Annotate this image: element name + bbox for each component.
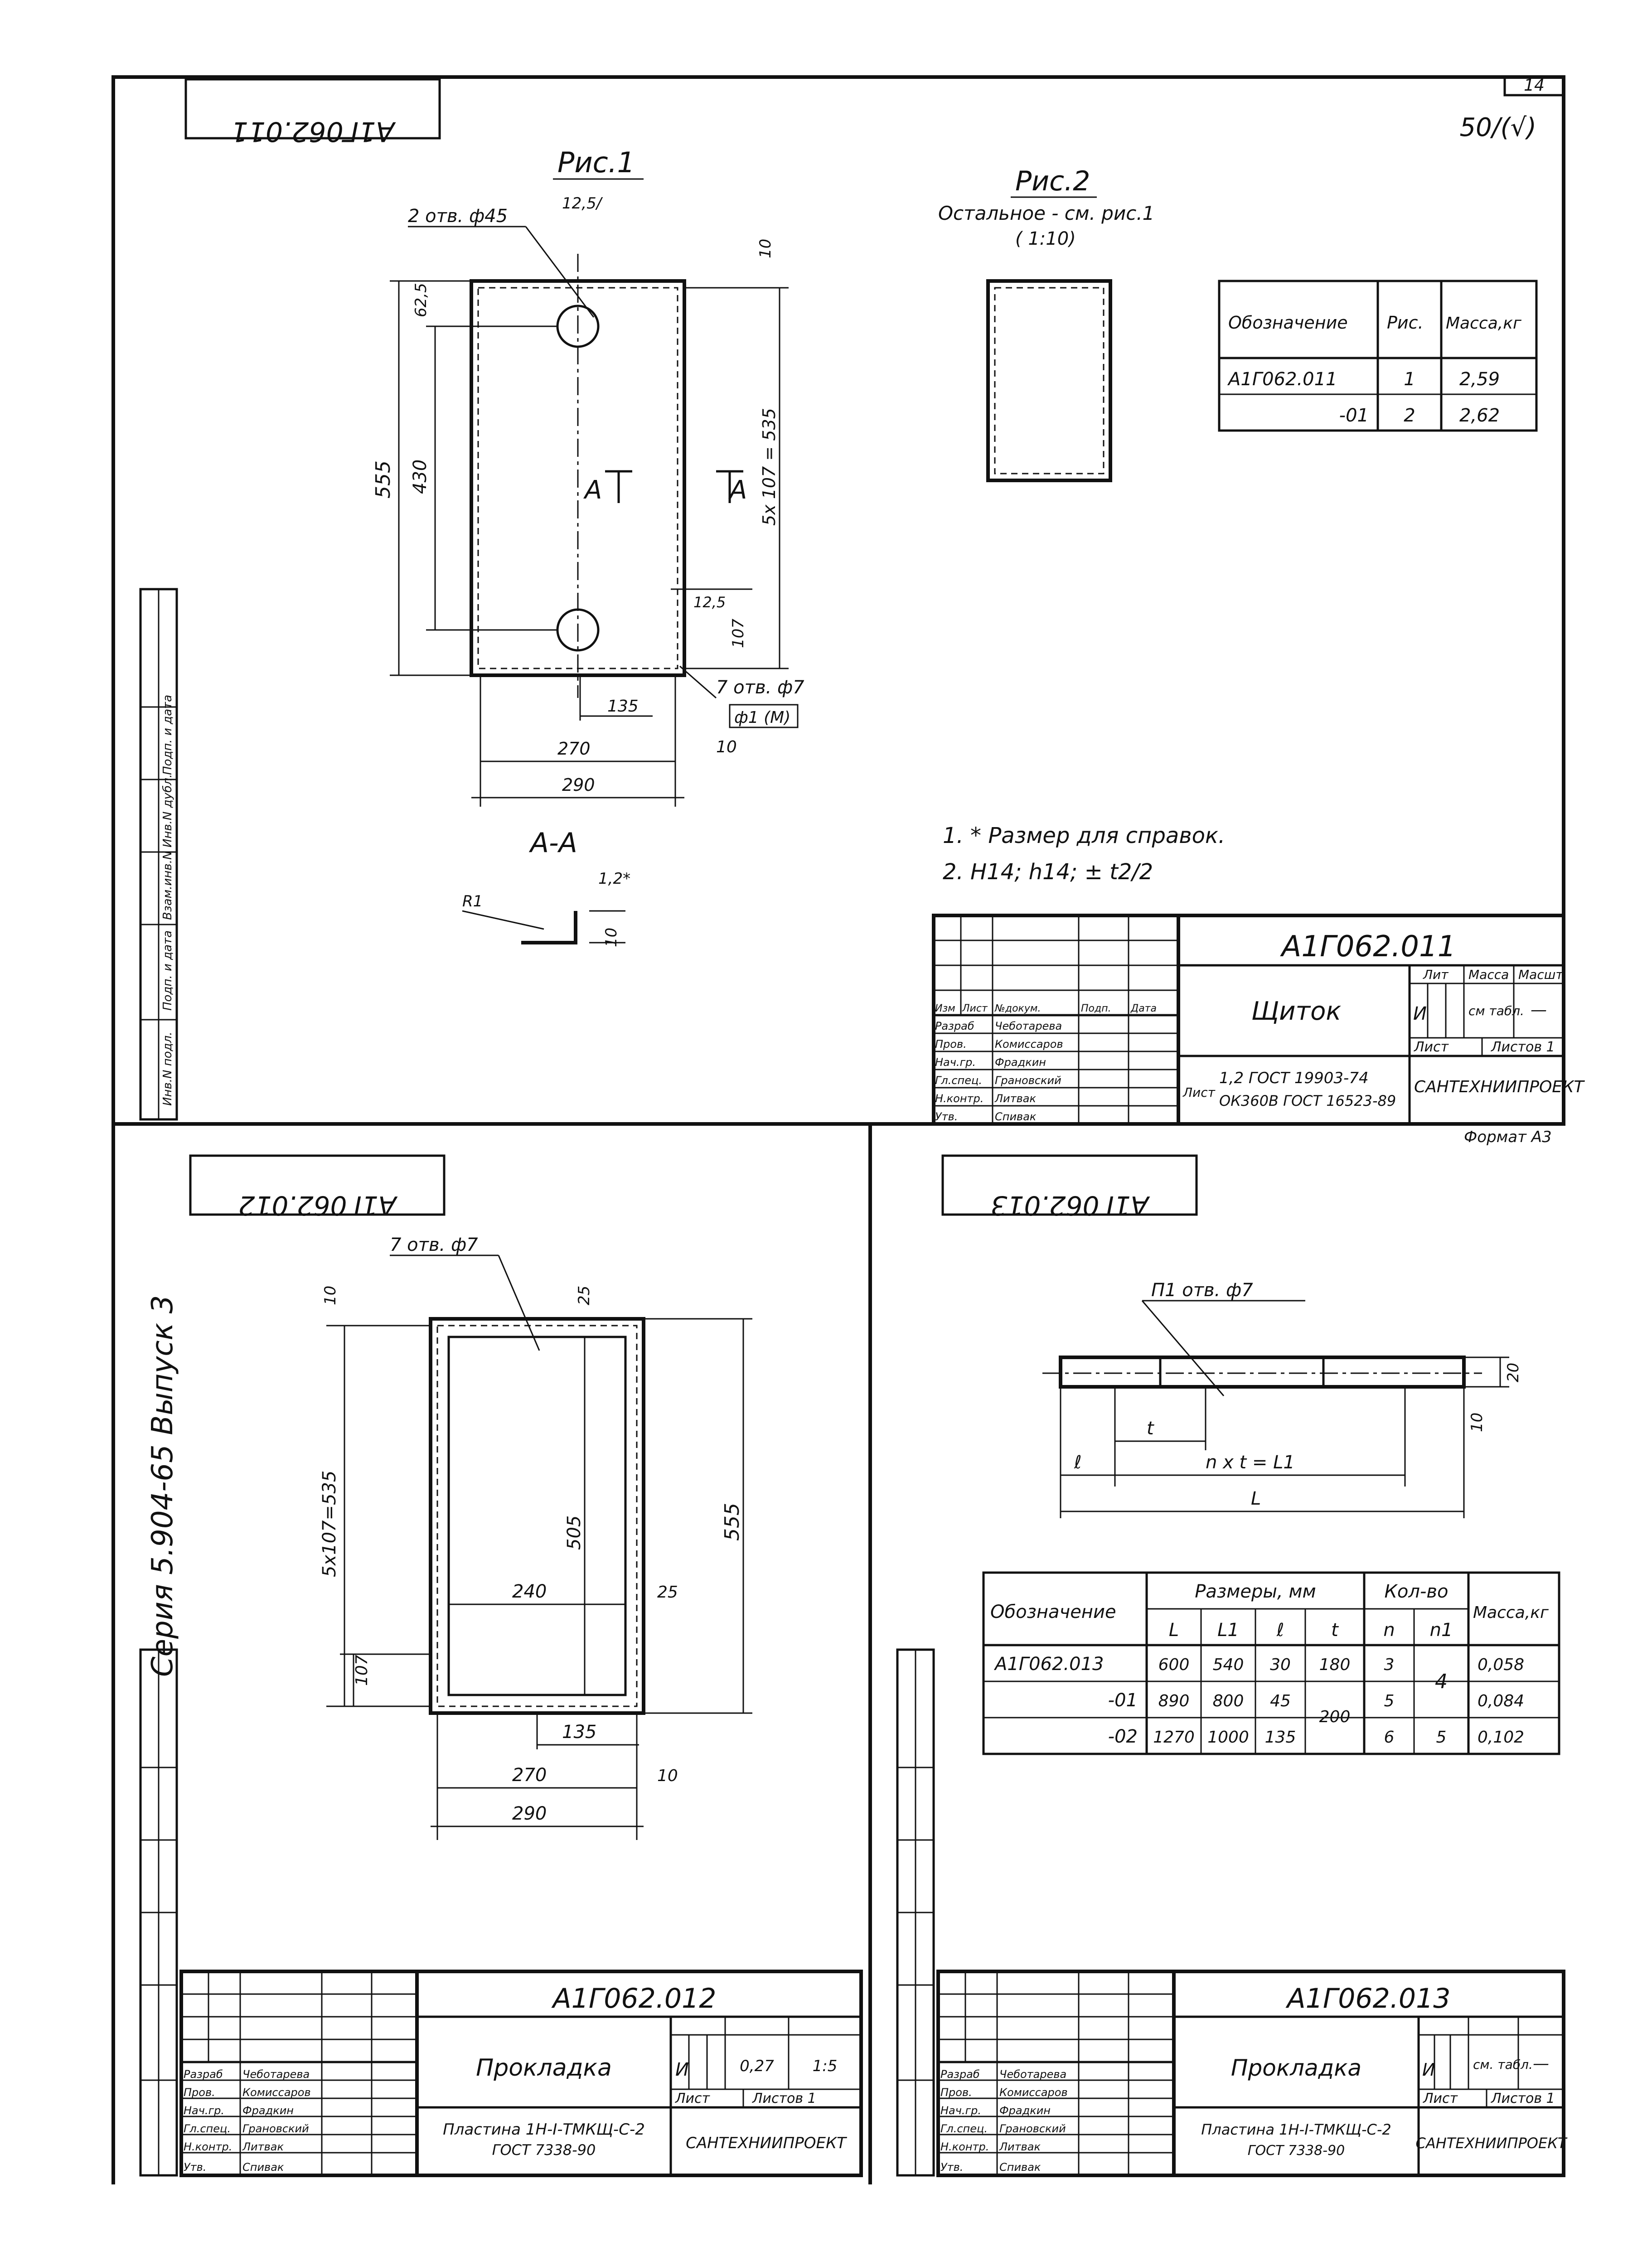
tb2-name-4: Литвак — [242, 2140, 284, 2153]
tolerance-frame: ф1 (М) — [734, 708, 791, 727]
s3-sub-n1: n1 — [1429, 1620, 1453, 1641]
tb1-h-date: Дата — [1131, 1003, 1157, 1014]
tb3-name-2: Фрадкин — [999, 2104, 1051, 2117]
dim-270: 270 — [557, 739, 591, 759]
side-stamp-bottom-left — [140, 1650, 177, 2175]
s3-r2-L: 1270 — [1153, 1728, 1195, 1747]
tb3-name: Прокладка — [1231, 2055, 1362, 2081]
s3-r0-L: 600 — [1158, 1656, 1190, 1674]
sheet-1 — [186, 79, 1585, 1146]
tb1-scale: — — [1531, 1001, 1547, 1019]
side-label-inv: Инв.N подл. — [161, 1031, 174, 1106]
sec-12: 1,2* — [598, 870, 631, 888]
side-stamp-top — [140, 589, 177, 1119]
mass-h-mass: Масса,кг — [1446, 314, 1521, 333]
tb2-name-0: Чеботарева — [242, 2068, 310, 2081]
s2-dim-10-right: 10 — [657, 1767, 678, 1785]
sec-r1: R1 — [462, 892, 483, 910]
side-label-podp: Подп. и дата — [161, 930, 174, 1011]
tb1-sheets: Листов 1 — [1491, 1039, 1555, 1055]
s3-size-table — [983, 1573, 1559, 1754]
tb1-material-1: 1,2 ГОСТ 19903-74 — [1219, 1069, 1369, 1087]
s2-dim-25-top: 25 — [575, 1285, 593, 1305]
tb2-name-5: Спивак — [242, 2161, 284, 2174]
fig2-scale: ( 1:10) — [1015, 228, 1076, 249]
s3-sub-L1: L1 — [1217, 1620, 1239, 1641]
tb1-material-prefix: Лист — [1183, 1085, 1215, 1100]
s3-h-mass: Масса,кг — [1473, 1603, 1549, 1622]
tb1-sheet: Лист — [1414, 1039, 1449, 1055]
s3-r0-t: 180 — [1319, 1656, 1351, 1674]
mass-r2-designation: -01 — [1339, 405, 1369, 426]
sheet3-title-block — [938, 1971, 1568, 2175]
fig1-rough: 12,5/ — [562, 194, 602, 213]
s3-r0-n: 3 — [1384, 1656, 1395, 1674]
sheet1-title-block — [934, 915, 1585, 1124]
tb3-role-3: Гл.спец. — [940, 2122, 988, 2135]
tb2-material-2: ГОСТ 7338-90 — [492, 2141, 596, 2159]
mass-table — [1219, 281, 1536, 431]
section-mark-a-right: А — [730, 475, 747, 505]
tb3-sheets: Листов 1 — [1491, 2091, 1555, 2106]
sheet3-stamp-code: А1Г062.013 — [990, 1190, 1149, 1221]
s3-dim-nxt: n x t = L1 — [1206, 1452, 1295, 1473]
s3-r1-t: 200 — [1319, 1708, 1351, 1726]
mass-r2-fig: 2 — [1404, 405, 1415, 426]
tb3-material-2: ГОСТ 7338-90 — [1247, 2143, 1345, 2159]
s3-r0-l: 30 — [1270, 1656, 1291, 1674]
side-label-dubl: Инв.N дубл. — [161, 774, 174, 847]
tb2-material-1: Пластина 1Н-I-ТМКЩ-С-2 — [443, 2121, 645, 2139]
tb3-role-4: Н.контр. — [940, 2140, 989, 2153]
s3-r2-mass: 0,102 — [1478, 1728, 1525, 1747]
tb2-org: САНТЕХНИИПРОЕКТ — [686, 2134, 846, 2152]
tb2-mass: 0,27 — [740, 2057, 774, 2075]
fig2-note: Остальное - см. рис.1 — [938, 202, 1155, 224]
tb1-role-5: Утв. — [935, 1110, 958, 1123]
s3-r0-n1: 4 — [1435, 1670, 1448, 1693]
tb1-name: Щиток — [1251, 997, 1342, 1026]
tb1-h-list: Лист — [962, 1003, 988, 1014]
sheet2-stamp-code: А1Г062.012 — [238, 1190, 397, 1221]
note-2: 2. H14; h14; ± t2/2 — [943, 859, 1153, 885]
tb1-code: А1Г062.011 — [1281, 930, 1456, 964]
sec-10: 10 — [602, 927, 620, 947]
tb2-code: А1Г062.012 — [552, 1983, 717, 2014]
section-mark-a-left: А — [585, 475, 602, 505]
dim-625: 62,5 — [412, 283, 430, 317]
s2-dim-107: 107 — [353, 1655, 371, 1686]
s3-r2-l: 135 — [1264, 1728, 1296, 1747]
s2-dim-555: 555 — [721, 1503, 744, 1541]
dim-555: 555 — [372, 460, 395, 499]
mass-h-fig: Рис. — [1387, 313, 1424, 333]
tb3-lit: И — [1422, 2060, 1435, 2080]
s3-r1-L: 890 — [1158, 1692, 1190, 1710]
s2-holes-label: 7 отв. ф7 — [390, 1235, 478, 1255]
s2-dim-240: 240 — [512, 1581, 547, 1602]
s3-h-designation: Обозначение — [990, 1602, 1116, 1622]
s3-r2-n: 6 — [1384, 1728, 1395, 1747]
section-profile — [521, 911, 576, 943]
tb3-code: А1Г062.013 — [1287, 1983, 1451, 2014]
section-title: А-А — [530, 827, 577, 859]
s2-gasket-inner — [449, 1337, 625, 1695]
format-label: Формат А3 — [1464, 1128, 1552, 1146]
tb2-role-1: Пров. — [184, 2086, 215, 2099]
tb1-org: САНТЕХНИИПРОЕКТ — [1414, 1078, 1584, 1096]
tb3-name-1: Комиссаров — [999, 2086, 1068, 2099]
s3-sub-l: ℓ — [1276, 1620, 1284, 1641]
s3-h-sizes: Размеры, мм — [1195, 1581, 1316, 1602]
sheet1-stamp-code: А1Г062.011 — [231, 116, 395, 147]
s3-r1-l: 45 — [1270, 1692, 1291, 1710]
s3-sub-n: n — [1383, 1620, 1395, 1641]
frame-sheet-1 — [113, 77, 1564, 1124]
tb2-sheet: Лист — [675, 2091, 710, 2106]
s3-h-qty: Кол-во — [1384, 1581, 1449, 1602]
fig1-holes-label: 2 отв. ф45 — [408, 206, 508, 227]
s3-r1-mass: 0,084 — [1478, 1692, 1525, 1710]
tb2-role-3: Гл.спец. — [184, 2122, 231, 2135]
tb3-material-1: Пластина 1Н-I-ТМКЩ-С-2 — [1201, 2121, 1391, 2138]
tb1-role-3: Гл.спец. — [935, 1074, 982, 1087]
s3-r1-des: -01 — [1108, 1690, 1138, 1711]
tb1-material-2: ОК360В ГОСТ 16523-89 — [1219, 1092, 1396, 1109]
tb3-name-0: Чеботарева — [999, 2068, 1067, 2081]
tb1-name-3: Грановский — [995, 1074, 1061, 1087]
fig2-plate — [988, 281, 1110, 480]
dim-10-right: 10 — [716, 738, 737, 756]
s2-dim-505: 505 — [564, 1515, 585, 1550]
tb2-sheets: Листов 1 — [752, 2091, 816, 2106]
s3-dim-l: ℓ — [1074, 1452, 1082, 1473]
s3-r0-des: А1Г062.013 — [995, 1654, 1104, 1675]
tb2-name-2: Фрадкин — [242, 2104, 294, 2117]
side-label-vzam: Взам.инв.N — [161, 851, 174, 920]
s2-gasket-outer — [431, 1319, 644, 1713]
tb1-mass: см табл. — [1468, 1003, 1524, 1018]
tb1-role-0: Разраб — [935, 1020, 974, 1032]
tb1-name-0: Чеботарева — [995, 1020, 1062, 1032]
roughness-mark: 50/(√) — [1459, 113, 1536, 142]
tb2-role-4: Н.контр. — [184, 2140, 233, 2153]
s3-r1-n: 5 — [1384, 1692, 1395, 1710]
tb3-name-5: Спивак — [999, 2161, 1041, 2174]
s2-dim-10: 10 — [321, 1285, 339, 1305]
tb1-name-1: Комиссаров — [995, 1038, 1063, 1051]
s2-dim-25-right: 25 — [657, 1583, 678, 1602]
tb2-lit: И — [675, 2059, 689, 2080]
s3-r2-n1: 5 — [1436, 1728, 1447, 1747]
tb2-name-3: Грановский — [242, 2122, 309, 2135]
dim-5x107: 5x 107 = 535 — [759, 408, 779, 526]
tb3-role-0: Разраб — [940, 2068, 980, 2081]
s3-dim-L: L — [1251, 1488, 1261, 1509]
s3-strip — [1061, 1357, 1464, 1387]
s3-dim-20: 20 — [1504, 1362, 1522, 1382]
s3-dim-t: t — [1147, 1418, 1154, 1439]
dim-107: 107 — [729, 619, 747, 648]
s3-r0-L1: 540 — [1212, 1656, 1244, 1674]
tb1-col-lit: Лит — [1423, 967, 1449, 982]
mass-r1-mass: 2,59 — [1459, 369, 1500, 390]
dim-125: 12,5 — [693, 594, 726, 611]
s3-dim-10: 10 — [1468, 1412, 1486, 1432]
tb1-h-doc: №докум. — [995, 1003, 1041, 1014]
s2-dim-290: 290 — [512, 1803, 547, 1824]
dim-10-top: 10 — [756, 238, 775, 258]
side-stamp-bottom-right — [897, 1650, 934, 2175]
tb1-lit: И — [1413, 1003, 1427, 1024]
tb3-role-5: Утв. — [940, 2161, 964, 2174]
outer-frames — [113, 76, 1564, 2184]
note-1: 1. * Размер для справок. — [943, 823, 1226, 848]
tb1-col-scale: Масшт — [1518, 967, 1563, 982]
tb2-scale: 1:5 — [812, 2057, 838, 2075]
page-number: 14 — [1524, 76, 1545, 95]
tb3-org: САНТЕХНИИПРОЕКТ — [1415, 2135, 1567, 2152]
tb2-name: Прокладка — [476, 2054, 612, 2082]
tb3-name-3: Грановский — [999, 2122, 1066, 2135]
s2-dim-270: 270 — [512, 1765, 547, 1786]
series-label: Серия 5.904-65 Выпуск 3 — [146, 1295, 179, 1677]
fig2-title: Рис.2 — [1015, 165, 1090, 197]
tb3-role-2: Нач.гр. — [940, 2104, 982, 2117]
sheet2-title-block — [181, 1971, 861, 2175]
s3-r2-des: -02 — [1108, 1726, 1138, 1747]
tb1-name-2: Фрадкин — [995, 1056, 1046, 1069]
tb1-name-5: Спивак — [995, 1110, 1037, 1123]
s2-dim-5x107: 5x107=535 — [319, 1470, 340, 1577]
sheet-3 — [938, 1156, 1568, 2175]
s2-dim-135: 135 — [562, 1722, 597, 1743]
s3-r2-L1: 1000 — [1207, 1728, 1249, 1747]
dim-290: 290 — [562, 775, 595, 795]
tb3-name-4: Литвак — [999, 2140, 1041, 2153]
holes-7-label: 7 отв. ф7 — [716, 677, 804, 698]
tb2-name-1: Комиссаров — [242, 2086, 311, 2099]
dim-430: 430 — [410, 459, 431, 494]
tb1-name-4: Литвак — [995, 1092, 1036, 1105]
tb1-h-izm: Изм — [935, 1003, 955, 1014]
tb2-role-5: Утв. — [184, 2161, 207, 2174]
mass-h-designation: Обозначение — [1228, 313, 1348, 333]
s3-sub-t: t — [1331, 1620, 1338, 1641]
s3-holes-label: П1 отв. ф7 — [1151, 1280, 1253, 1301]
s3-r1-L1: 800 — [1212, 1692, 1244, 1710]
sheet-2 — [181, 1156, 861, 2175]
tb1-h-podp: Подп. — [1081, 1003, 1111, 1014]
tb2-role-2: Нач.гр. — [184, 2104, 225, 2117]
side-label-podp2: Подп. и дата — [161, 694, 174, 775]
dim-135: 135 — [607, 697, 639, 716]
tb3-sheet: Лист — [1423, 2091, 1458, 2106]
tb3-mass: см. табл. — [1473, 2057, 1533, 2072]
tb3-scale: — — [1533, 2054, 1549, 2073]
tb3-role-1: Пров. — [940, 2086, 972, 2099]
s3-sub-L: L — [1168, 1620, 1179, 1641]
fig1-title: Рис.1 — [557, 146, 635, 179]
tb1-role-4: Н.контр. — [935, 1092, 984, 1105]
tb1-role-1: Пров. — [935, 1038, 967, 1051]
mass-r1-designation: А1Г062.011 — [1228, 369, 1337, 390]
mass-r1-fig: 1 — [1404, 369, 1415, 390]
s3-r0-mass: 0,058 — [1478, 1656, 1525, 1674]
tb1-role-2: Нач.гр. — [935, 1056, 976, 1069]
tb2-role-0: Разраб — [184, 2068, 223, 2081]
tb1-col-mass: Масса — [1468, 967, 1509, 982]
mass-r2-mass: 2,62 — [1459, 405, 1500, 426]
